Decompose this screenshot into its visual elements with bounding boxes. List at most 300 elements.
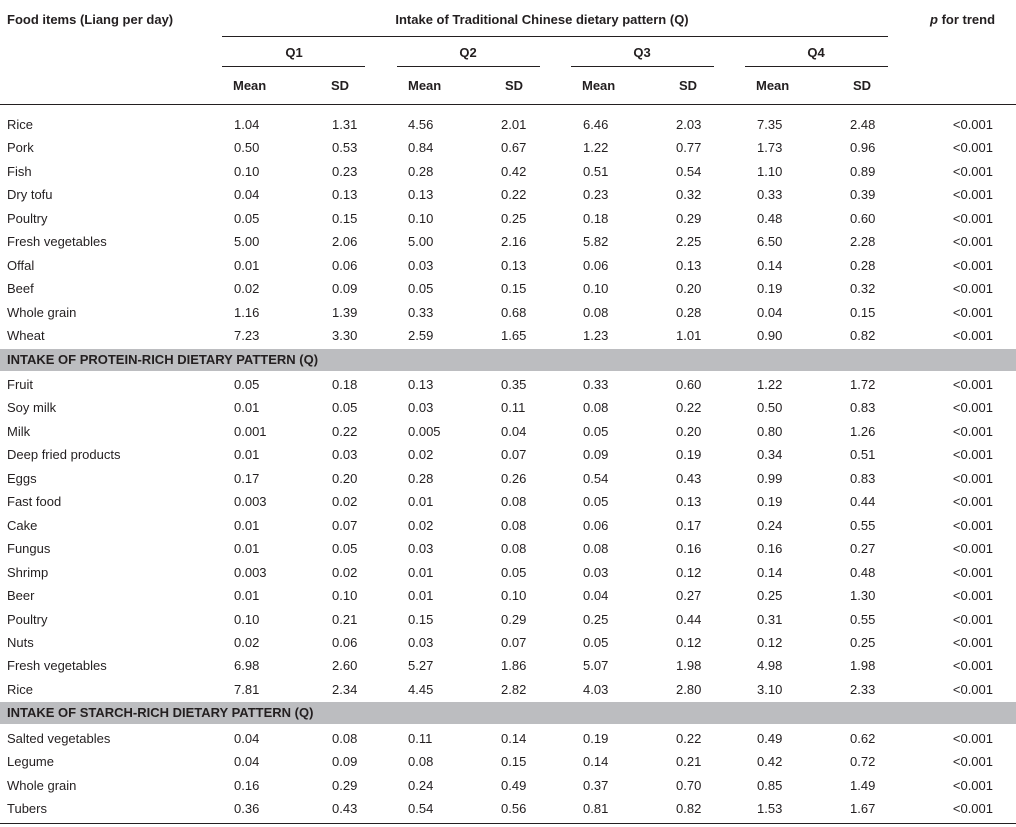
mean-cell: 0.005: [408, 424, 441, 439]
food-item-cell: Wheat: [7, 328, 45, 343]
mean-cell: 0.25: [583, 612, 609, 627]
food-item-cell: Pork: [7, 140, 34, 155]
sd-cell: 0.56: [501, 801, 527, 816]
section-band: [0, 702, 1016, 724]
mean-cell: 1.22: [757, 377, 783, 392]
mean-cell: 0.36: [234, 801, 260, 816]
mean-cell: 0.003: [234, 565, 267, 580]
p-trend-cell: <0.001: [952, 377, 993, 392]
p-trend-cell: <0.001: [952, 731, 993, 746]
p-trend-cell: <0.001: [952, 565, 993, 580]
sd-cell: 0.89: [850, 164, 876, 179]
mean-cell: 0.08: [583, 400, 609, 415]
mean-cell: 0.05: [234, 377, 260, 392]
mean-cell: 0.03: [408, 541, 434, 556]
mean-cell: 0.04: [583, 588, 609, 603]
sd-cell: 0.20: [676, 424, 702, 439]
mean-cell: 0.003: [234, 494, 267, 509]
mean-cell: 0.13: [408, 377, 434, 392]
sd-cell: 0.43: [332, 801, 358, 816]
sd-cell: 0.21: [676, 754, 702, 769]
sd-cell: 0.05: [332, 400, 358, 415]
group-header: Intake of Traditional Chinese dietary pattern (Q): [395, 12, 689, 27]
sd-cell: 0.77: [676, 140, 702, 155]
mean-cell: 4.03: [583, 682, 609, 697]
sd-cell: 0.39: [850, 187, 876, 202]
mean-cell: 0.03: [408, 400, 434, 415]
table-bottom-rule: [0, 823, 1016, 824]
food-item-cell: Fruit: [7, 377, 33, 392]
group-header-rule: [222, 36, 888, 37]
mean-cell: 0.23: [583, 187, 609, 202]
mean-cell: 4.98: [757, 658, 783, 673]
food-item-cell: Fast food: [7, 494, 62, 509]
mean-cell: 0.08: [408, 754, 434, 769]
sd-cell: 0.22: [676, 400, 702, 415]
mean-cell: 0.13: [408, 187, 434, 202]
mean-cell: 0.03: [583, 565, 609, 580]
mean-cell: 7.35: [757, 117, 783, 132]
mean-cell: 0.02: [234, 635, 260, 650]
food-item-cell: Fish: [7, 164, 32, 179]
sd-cell: 0.67: [501, 140, 527, 155]
sd-cell: 0.05: [501, 565, 527, 580]
sd-cell: 0.22: [501, 187, 527, 202]
p-trend-cell: <0.001: [952, 612, 993, 627]
sd-cell: 2.34: [332, 682, 358, 697]
p-trend-cell: <0.001: [952, 424, 993, 439]
p-trend-cell: <0.001: [952, 281, 993, 296]
mean-cell: 0.09: [583, 447, 609, 462]
quartile-header-q3: Q3: [633, 45, 651, 60]
sd-cell: 1.72: [850, 377, 876, 392]
sd-cell: 0.20: [332, 471, 358, 486]
sd-cell: 1.26: [850, 424, 876, 439]
header-bottom-rule: [0, 104, 1016, 105]
food-item-cell: Deep fried products: [7, 447, 121, 462]
sd-cell: 2.60: [332, 658, 358, 673]
sd-cell: 2.33: [850, 682, 876, 697]
sd-cell: 0.25: [501, 211, 527, 226]
sd-cell: 2.03: [676, 117, 702, 132]
sd-cell: 0.13: [332, 187, 358, 202]
sd-cell: 0.17: [676, 518, 702, 533]
mean-cell: 0.04: [757, 305, 783, 320]
mean-cell: 1.73: [757, 140, 783, 155]
sd-cell: 0.13: [676, 494, 702, 509]
mean-cell: 0.05: [583, 494, 609, 509]
mean-cell: 0.19: [757, 494, 783, 509]
mean-cell: 1.22: [583, 140, 609, 155]
quartile-rule-q4: [745, 66, 888, 67]
mean-cell: 0.10: [234, 164, 260, 179]
sd-cell: 0.08: [332, 731, 358, 746]
mean-cell: 6.50: [757, 234, 783, 249]
sd-cell: 0.18: [332, 377, 358, 392]
mean-cell: 1.23: [583, 328, 609, 343]
food-item-cell: Dry tofu: [7, 187, 53, 202]
sd-cell: 0.68: [501, 305, 527, 320]
mean-cell: 0.17: [234, 471, 260, 486]
sd-cell: 0.29: [501, 612, 527, 627]
mean-cell: 0.33: [583, 377, 609, 392]
p-trend-header-rest: for trend: [937, 12, 996, 27]
p-trend-cell: <0.001: [952, 801, 993, 816]
p-trend-cell: <0.001: [952, 400, 993, 415]
food-item-cell: Fresh vegetables: [7, 658, 107, 673]
sd-cell: 0.82: [676, 801, 702, 816]
mean-cell: 0.01: [234, 447, 260, 462]
sd-cell: 0.55: [850, 612, 876, 627]
mean-cell: 0.02: [234, 281, 260, 296]
p-trend-cell: <0.001: [952, 328, 993, 343]
sd-cell: 0.32: [676, 187, 702, 202]
mean-cell: 0.25: [757, 588, 783, 603]
sd-cell: 1.31: [332, 117, 358, 132]
mean-cell: 5.07: [583, 658, 609, 673]
food-item-cell: Fungus: [7, 541, 51, 556]
sd-cell: 0.60: [850, 211, 876, 226]
mean-cell: 0.50: [757, 400, 783, 415]
sd-cell: 0.07: [501, 447, 527, 462]
sd-cell: 0.13: [501, 258, 527, 273]
mean-cell: 0.90: [757, 328, 783, 343]
p-trend-cell: <0.001: [952, 754, 993, 769]
food-item-cell: Poultry: [7, 211, 48, 226]
p-trend-cell: <0.001: [952, 140, 993, 155]
sd-cell: 0.72: [850, 754, 876, 769]
mean-cell: 0.31: [757, 612, 783, 627]
sd-cell: 1.98: [850, 658, 876, 673]
mean-cell: 0.01: [234, 258, 260, 273]
mean-cell: 0.06: [583, 258, 609, 273]
mean-cell: 0.04: [234, 187, 260, 202]
food-item-cell: Milk: [7, 424, 31, 439]
mean-header-q2: Mean: [408, 78, 442, 93]
p-trend-cell: <0.001: [952, 682, 993, 697]
mean-cell: 0.01: [234, 588, 260, 603]
p-trend-cell: <0.001: [952, 588, 993, 603]
sd-cell: 0.43: [676, 471, 702, 486]
mean-cell: 5.00: [234, 234, 260, 249]
sd-cell: 0.19: [676, 447, 702, 462]
sd-cell: 0.42: [501, 164, 527, 179]
mean-cell: 3.10: [757, 682, 783, 697]
sd-cell: 1.49: [850, 778, 876, 793]
sd-cell: 2.80: [676, 682, 702, 697]
sd-header-q2: SD: [505, 78, 524, 93]
p-trend-cell: <0.001: [952, 305, 993, 320]
mean-cell: 0.14: [757, 258, 783, 273]
mean-cell: 7.23: [234, 328, 260, 343]
quartile-rule-q3: [571, 66, 714, 67]
sd-cell: 0.44: [676, 612, 702, 627]
mean-cell: 4.56: [408, 117, 434, 132]
food-item-cell: Rice: [7, 117, 34, 132]
mean-cell: 0.16: [757, 541, 783, 556]
food-item-cell: Eggs: [7, 471, 37, 486]
mean-cell: 0.34: [757, 447, 783, 462]
food-item-cell: Soy milk: [7, 400, 57, 415]
mean-cell: 0.001: [234, 424, 267, 439]
mean-cell: 0.49: [757, 731, 783, 746]
food-item-cell: Legume: [7, 754, 54, 769]
sd-cell: 0.49: [501, 778, 527, 793]
p-trend-cell: <0.001: [952, 778, 993, 793]
food-item-cell: Cake: [7, 518, 38, 533]
sd-cell: 2.82: [501, 682, 527, 697]
food-item-cell: Beer: [7, 588, 35, 603]
sd-cell: 0.02: [332, 565, 358, 580]
sd-cell: 0.53: [332, 140, 358, 155]
sd-cell: 0.10: [332, 588, 358, 603]
sd-cell: 0.22: [676, 731, 702, 746]
section-title: INTAKE OF PROTEIN-RICH DIETARY PATTERN (Q): [7, 351, 319, 367]
food-item-cell: Salted vegetables: [7, 731, 111, 746]
mean-cell: 0.03: [408, 635, 434, 650]
mean-cell: 7.81: [234, 682, 260, 697]
sd-cell: 0.27: [676, 588, 702, 603]
mean-cell: 0.01: [408, 588, 434, 603]
food-item-cell: Offal: [7, 258, 35, 273]
food-items-header: Food items (Liang per day): [7, 12, 174, 27]
food-item-cell: Tubers: [7, 801, 47, 816]
food-item-cell: Poultry: [7, 612, 48, 627]
sd-cell: 0.16: [676, 541, 702, 556]
sd-cell: 0.83: [850, 400, 876, 415]
sd-cell: 0.44: [850, 494, 876, 509]
quartile-header-q2: Q2: [459, 45, 477, 60]
mean-cell: 0.05: [583, 424, 609, 439]
quartile-header-q1: Q1: [285, 45, 303, 60]
sd-cell: 0.02: [332, 494, 358, 509]
sd-cell: 2.16: [501, 234, 527, 249]
sd-cell: 0.15: [501, 754, 527, 769]
sd-cell: 2.06: [332, 234, 358, 249]
mean-cell: 6.46: [583, 117, 609, 132]
sd-cell: 0.12: [676, 565, 702, 580]
sd-cell: 0.03: [332, 447, 358, 462]
sd-cell: 0.28: [850, 258, 876, 273]
sd-cell: 0.14: [501, 731, 527, 746]
sd-cell: 0.35: [501, 377, 527, 392]
mean-header-q4: Mean: [756, 78, 790, 93]
sd-cell: 0.22: [332, 424, 358, 439]
sd-header-q3: SD: [679, 78, 698, 93]
sd-cell: 1.98: [676, 658, 702, 673]
sd-cell: 0.48: [850, 565, 876, 580]
section-band: [0, 349, 1016, 371]
mean-cell: 0.04: [234, 731, 260, 746]
food-item-cell: Rice: [7, 682, 34, 697]
mean-cell: 2.59: [408, 328, 434, 343]
sd-cell: 0.32: [850, 281, 876, 296]
mean-cell: 0.28: [408, 164, 434, 179]
sd-cell: 0.27: [850, 541, 876, 556]
mean-header-q3: Mean: [582, 78, 616, 93]
sd-cell: 0.83: [850, 471, 876, 486]
p-trend-cell: <0.001: [952, 471, 993, 486]
sd-cell: 0.29: [676, 211, 702, 226]
mean-cell: 0.19: [583, 731, 609, 746]
mean-cell: 0.01: [234, 518, 260, 533]
mean-cell: 0.05: [583, 635, 609, 650]
sd-cell: 1.30: [850, 588, 876, 603]
p-trend-cell: <0.001: [952, 258, 993, 273]
p-trend-cell: <0.001: [952, 187, 993, 202]
sd-cell: 0.04: [501, 424, 527, 439]
sd-cell: 2.25: [676, 234, 702, 249]
sd-cell: 0.29: [332, 778, 358, 793]
mean-cell: 5.27: [408, 658, 434, 673]
sd-cell: 0.55: [850, 518, 876, 533]
sd-cell: 1.65: [501, 328, 527, 343]
mean-cell: 0.15: [408, 612, 434, 627]
sd-cell: 0.60: [676, 377, 702, 392]
sd-cell: 0.13: [676, 258, 702, 273]
mean-cell: 0.01: [234, 541, 260, 556]
mean-cell: 0.19: [757, 281, 783, 296]
mean-cell: 0.16: [234, 778, 260, 793]
mean-cell: 0.18: [583, 211, 609, 226]
sd-cell: 0.06: [332, 258, 358, 273]
sd-cell: 0.23: [332, 164, 358, 179]
mean-cell: 0.54: [583, 471, 609, 486]
mean-cell: 0.51: [583, 164, 609, 179]
mean-cell: 0.04: [234, 754, 260, 769]
sd-cell: 0.15: [501, 281, 527, 296]
mean-cell: 1.16: [234, 305, 260, 320]
mean-cell: 1.53: [757, 801, 783, 816]
sd-cell: 0.62: [850, 731, 876, 746]
sd-cell: 1.67: [850, 801, 876, 816]
food-item-cell: Whole grain: [7, 305, 77, 320]
sd-cell: 0.08: [501, 494, 527, 509]
sd-cell: 0.07: [332, 518, 358, 533]
sd-cell: 0.20: [676, 281, 702, 296]
p-trend-cell: <0.001: [952, 635, 993, 650]
mean-cell: 5.82: [583, 234, 609, 249]
sd-cell: 3.30: [332, 328, 358, 343]
sd-cell: 2.48: [850, 117, 876, 132]
sd-cell: 0.51: [850, 447, 876, 462]
mean-cell: 0.50: [234, 140, 260, 155]
mean-cell: 0.10: [234, 612, 260, 627]
sd-cell: 2.28: [850, 234, 876, 249]
mean-cell: 0.48: [757, 211, 783, 226]
mean-cell: 0.05: [234, 211, 260, 226]
p-trend-cell: <0.001: [952, 234, 993, 249]
mean-cell: 0.37: [583, 778, 609, 793]
mean-cell: 0.06: [583, 518, 609, 533]
mean-cell: 0.24: [757, 518, 783, 533]
mean-cell: 0.80: [757, 424, 783, 439]
mean-cell: 0.85: [757, 778, 783, 793]
mean-cell: 0.33: [757, 187, 783, 202]
sd-cell: 0.11: [501, 400, 526, 415]
mean-cell: 0.01: [234, 400, 260, 415]
mean-cell: 0.10: [408, 211, 434, 226]
mean-cell: 0.84: [408, 140, 434, 155]
sd-cell: 0.70: [676, 778, 702, 793]
p-trend-cell: <0.001: [952, 447, 993, 462]
sd-cell: 0.08: [501, 518, 527, 533]
mean-cell: 0.28: [408, 471, 434, 486]
p-trend-header-italic: p: [930, 12, 938, 27]
mean-cell: 0.42: [757, 754, 783, 769]
mean-cell: 0.01: [408, 494, 434, 509]
sd-cell: 0.25: [850, 635, 876, 650]
sd-cell: 0.10: [501, 588, 527, 603]
mean-cell: 4.45: [408, 682, 434, 697]
mean-cell: 0.02: [408, 447, 434, 462]
mean-cell: 0.24: [408, 778, 434, 793]
mean-header-q1: Mean: [233, 78, 267, 93]
sd-cell: 1.86: [501, 658, 527, 673]
p-trend-cell: <0.001: [952, 658, 993, 673]
mean-cell: 0.11: [408, 731, 433, 746]
p-trend-cell: <0.001: [952, 541, 993, 556]
quartile-rule-q1: [222, 66, 365, 67]
p-trend-cell: <0.001: [952, 211, 993, 226]
section-title: INTAKE OF STARCH-RICH DIETARY PATTERN (Q): [7, 705, 314, 721]
sd-cell: 2.01: [501, 117, 527, 132]
p-trend-cell: <0.001: [952, 518, 993, 533]
sd-cell: 0.21: [332, 612, 358, 627]
sd-cell: 0.15: [850, 305, 876, 320]
food-item-cell: Beef: [7, 281, 34, 296]
sd-cell: 0.09: [332, 754, 358, 769]
mean-cell: 0.08: [583, 541, 609, 556]
mean-cell: 0.05: [408, 281, 434, 296]
food-item-cell: Shrimp: [7, 565, 49, 580]
sd-cell: 1.39: [332, 305, 358, 320]
sd-cell: 0.82: [850, 328, 876, 343]
sd-cell: 0.08: [501, 541, 527, 556]
mean-cell: 6.98: [234, 658, 260, 673]
quartile-header-q4: Q4: [807, 45, 825, 60]
mean-cell: 0.33: [408, 305, 434, 320]
mean-cell: 0.54: [408, 801, 434, 816]
p-trend-cell: <0.001: [952, 164, 993, 179]
sd-cell: 0.96: [850, 140, 876, 155]
sd-header-q4: SD: [853, 78, 872, 93]
sd-header-q1: SD: [331, 78, 350, 93]
mean-cell: 0.03: [408, 258, 434, 273]
mean-cell: 1.04: [234, 117, 260, 132]
mean-cell: 0.12: [757, 635, 783, 650]
sd-cell: 1.01: [676, 328, 702, 343]
mean-cell: 0.14: [757, 565, 783, 580]
mean-cell: 0.99: [757, 471, 783, 486]
sd-cell: 0.15: [332, 211, 358, 226]
p-trend-cell: <0.001: [952, 117, 993, 132]
sd-cell: 0.07: [501, 635, 527, 650]
sd-cell: 0.26: [501, 471, 527, 486]
sd-cell: 0.12: [676, 635, 702, 650]
mean-cell: 5.00: [408, 234, 434, 249]
sd-cell: 0.06: [332, 635, 358, 650]
sd-cell: 0.54: [676, 164, 702, 179]
quartile-rule-q2: [397, 66, 540, 67]
mean-cell: 0.01: [408, 565, 434, 580]
food-item-cell: Nuts: [7, 635, 34, 650]
sd-cell: 0.05: [332, 541, 358, 556]
mean-cell: 0.02: [408, 518, 434, 533]
mean-cell: 1.10: [757, 164, 783, 179]
p-trend-cell: <0.001: [952, 494, 993, 509]
sd-cell: 0.28: [676, 305, 702, 320]
